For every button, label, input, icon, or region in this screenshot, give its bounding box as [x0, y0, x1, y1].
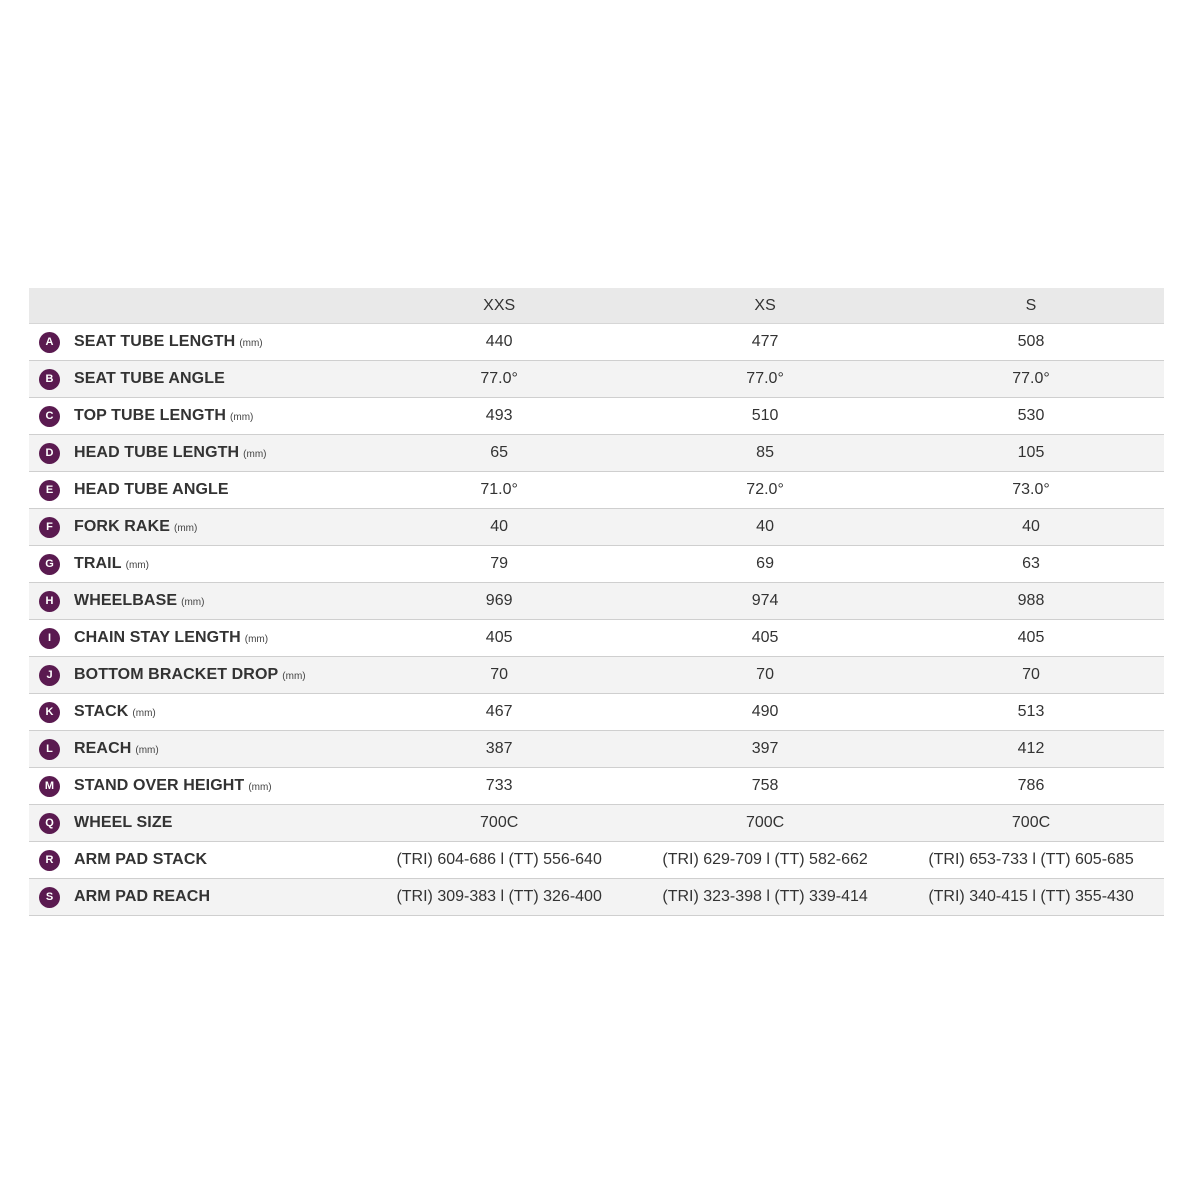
row-label-cell — [29, 731, 366, 768]
value-cell: (TRI) 653-733 l (TT) 605-685 — [898, 842, 1164, 879]
unit-label: (mm) — [132, 707, 156, 719]
geometry-table — [29, 288, 1164, 916]
letter-badge: B — [39, 369, 60, 390]
letter-badge: C — [39, 406, 60, 427]
letter-badge: A — [39, 332, 60, 353]
value-cell: 786 — [898, 768, 1164, 805]
value-cell: 988 — [898, 583, 1164, 620]
row-label — [29, 813, 366, 834]
letter-badge: H — [39, 591, 60, 612]
row-label — [29, 887, 366, 908]
row-label-cell — [29, 657, 366, 694]
value-cell: 397 — [632, 731, 898, 768]
value-cell: 70 — [366, 657, 632, 694]
value-cell: 758 — [632, 768, 898, 805]
value-cell: 490 — [632, 694, 898, 731]
value-cell: 63 — [898, 546, 1164, 583]
measurement-name: ARM PAD REACH — [74, 888, 211, 905]
value-cell: 79 — [366, 546, 632, 583]
letter-badge: I — [39, 628, 60, 649]
row-label-cell — [29, 805, 366, 842]
value-cell: 71.0° — [366, 472, 632, 509]
row-label — [29, 369, 366, 390]
table-row — [29, 398, 1164, 435]
value-cell: 530 — [898, 398, 1164, 435]
value-cell: (TRI) 323-398 l (TT) 339-414 — [632, 879, 898, 916]
value-cell: 700C — [366, 805, 632, 842]
row-label — [29, 554, 366, 575]
unit-label: (mm) — [174, 522, 198, 534]
value-cell: 77.0° — [632, 361, 898, 398]
table-row — [29, 435, 1164, 472]
letter-badge: L — [39, 739, 60, 760]
value-cell: 40 — [898, 509, 1164, 546]
value-cell: 405 — [366, 620, 632, 657]
row-label — [29, 517, 366, 538]
measurement-name: WHEEL SIZE — [74, 814, 173, 831]
letter-badge: Q — [39, 813, 60, 834]
unit-label: (mm) — [135, 744, 159, 756]
measurement-name: CHAIN STAY LENGTH — [74, 629, 241, 646]
table-row — [29, 842, 1164, 879]
value-cell: 700C — [898, 805, 1164, 842]
measurement-name: STAND OVER HEIGHT — [74, 777, 245, 794]
row-label-cell — [29, 472, 366, 509]
unit-label: (mm) — [243, 448, 267, 460]
row-label — [29, 739, 366, 760]
row-label — [29, 776, 366, 797]
value-cell: 72.0° — [632, 472, 898, 509]
value-cell: 105 — [898, 435, 1164, 472]
value-cell: 70 — [632, 657, 898, 694]
value-cell: 405 — [632, 620, 898, 657]
measurement-name: SEAT TUBE LENGTH — [74, 333, 236, 350]
row-label-cell — [29, 583, 366, 620]
row-label-cell — [29, 620, 366, 657]
measurement-name: WHEELBASE — [74, 592, 178, 609]
table-row — [29, 805, 1164, 842]
letter-badge: S — [39, 887, 60, 908]
table-row — [29, 546, 1164, 583]
table-row — [29, 768, 1164, 805]
row-label-cell — [29, 324, 366, 361]
header-size-xxs: XXS — [366, 288, 632, 324]
value-cell: (TRI) 629-709 l (TT) 582-662 — [632, 842, 898, 879]
measurement-name: BOTTOM BRACKET DROP — [74, 666, 279, 683]
row-label-cell — [29, 361, 366, 398]
table-row — [29, 324, 1164, 361]
table-row — [29, 620, 1164, 657]
value-cell: 969 — [366, 583, 632, 620]
value-cell: 40 — [366, 509, 632, 546]
value-cell: 513 — [898, 694, 1164, 731]
value-cell: 77.0° — [898, 361, 1164, 398]
table-row — [29, 879, 1164, 916]
table-row — [29, 472, 1164, 509]
measurement-name: ARM PAD STACK — [74, 851, 208, 868]
row-label-cell — [29, 435, 366, 472]
value-cell: 974 — [632, 583, 898, 620]
measurement-name: HEAD TUBE LENGTH — [74, 444, 240, 461]
value-cell: (TRI) 309-383 l (TT) 326-400 — [366, 879, 632, 916]
table-body — [29, 324, 1164, 916]
value-cell: 733 — [366, 768, 632, 805]
letter-badge: K — [39, 702, 60, 723]
measurement-name: TOP TUBE LENGTH — [74, 407, 227, 424]
letter-badge: D — [39, 443, 60, 464]
table-row — [29, 694, 1164, 731]
unit-label: (mm) — [248, 781, 272, 793]
row-label-cell — [29, 842, 366, 879]
value-cell: 387 — [366, 731, 632, 768]
value-cell: 405 — [898, 620, 1164, 657]
unit-label: (mm) — [282, 670, 306, 682]
unit-label: (mm) — [244, 633, 269, 645]
table-row — [29, 657, 1164, 694]
table-row — [29, 361, 1164, 398]
value-cell: 477 — [632, 324, 898, 361]
header-size-s: S — [898, 288, 1164, 324]
row-label — [29, 628, 366, 649]
value-cell: 73.0° — [898, 472, 1164, 509]
measurement-name: HEAD TUBE ANGLE — [74, 481, 229, 498]
value-cell: 70 — [898, 657, 1164, 694]
row-label — [29, 665, 366, 686]
value-cell: 510 — [632, 398, 898, 435]
row-label — [29, 850, 366, 871]
row-label-cell — [29, 768, 366, 805]
table-row — [29, 583, 1164, 620]
row-label — [29, 406, 366, 427]
row-label — [29, 443, 366, 464]
header-empty-cell — [29, 288, 366, 324]
measurement-name: STACK — [74, 703, 129, 720]
table-row — [29, 509, 1164, 546]
value-cell: 412 — [898, 731, 1164, 768]
value-cell: 77.0° — [366, 361, 632, 398]
value-cell: 493 — [366, 398, 632, 435]
unit-label: (mm) — [181, 596, 205, 608]
table-row — [29, 731, 1164, 768]
value-cell: 85 — [632, 435, 898, 472]
row-label — [29, 480, 366, 501]
measurement-name: TRAIL — [74, 555, 122, 572]
value-cell: (TRI) 340-415 l (TT) 355-430 — [898, 879, 1164, 916]
letter-badge: E — [39, 480, 60, 501]
value-cell: (TRI) 604-686 l (TT) 556-640 — [366, 842, 632, 879]
row-label-cell — [29, 694, 366, 731]
value-cell: 700C — [632, 805, 898, 842]
row-label — [29, 591, 366, 612]
header-size-xs: XS — [632, 288, 898, 324]
header-row — [29, 288, 1164, 324]
value-cell: 440 — [366, 324, 632, 361]
unit-label: (mm) — [239, 337, 263, 349]
letter-badge: G — [39, 554, 60, 575]
measurement-name: SEAT TUBE ANGLE — [74, 370, 225, 387]
value-cell: 65 — [366, 435, 632, 472]
value-cell: 467 — [366, 694, 632, 731]
measurement-name: FORK RAKE — [74, 518, 171, 535]
row-label-cell — [29, 879, 366, 916]
letter-badge: J — [39, 665, 60, 686]
unit-label: (mm) — [230, 411, 254, 423]
letter-badge: F — [39, 517, 60, 538]
row-label-cell — [29, 398, 366, 435]
row-label — [29, 332, 366, 353]
row-label-cell — [29, 546, 366, 583]
letter-badge: R — [39, 850, 60, 871]
value-cell: 508 — [898, 324, 1164, 361]
value-cell: 69 — [632, 546, 898, 583]
letter-badge: M — [39, 776, 60, 797]
value-cell: 40 — [632, 509, 898, 546]
row-label — [29, 702, 366, 723]
measurement-name: REACH — [74, 740, 132, 757]
unit-label: (mm) — [125, 559, 149, 571]
row-label-cell — [29, 509, 366, 546]
